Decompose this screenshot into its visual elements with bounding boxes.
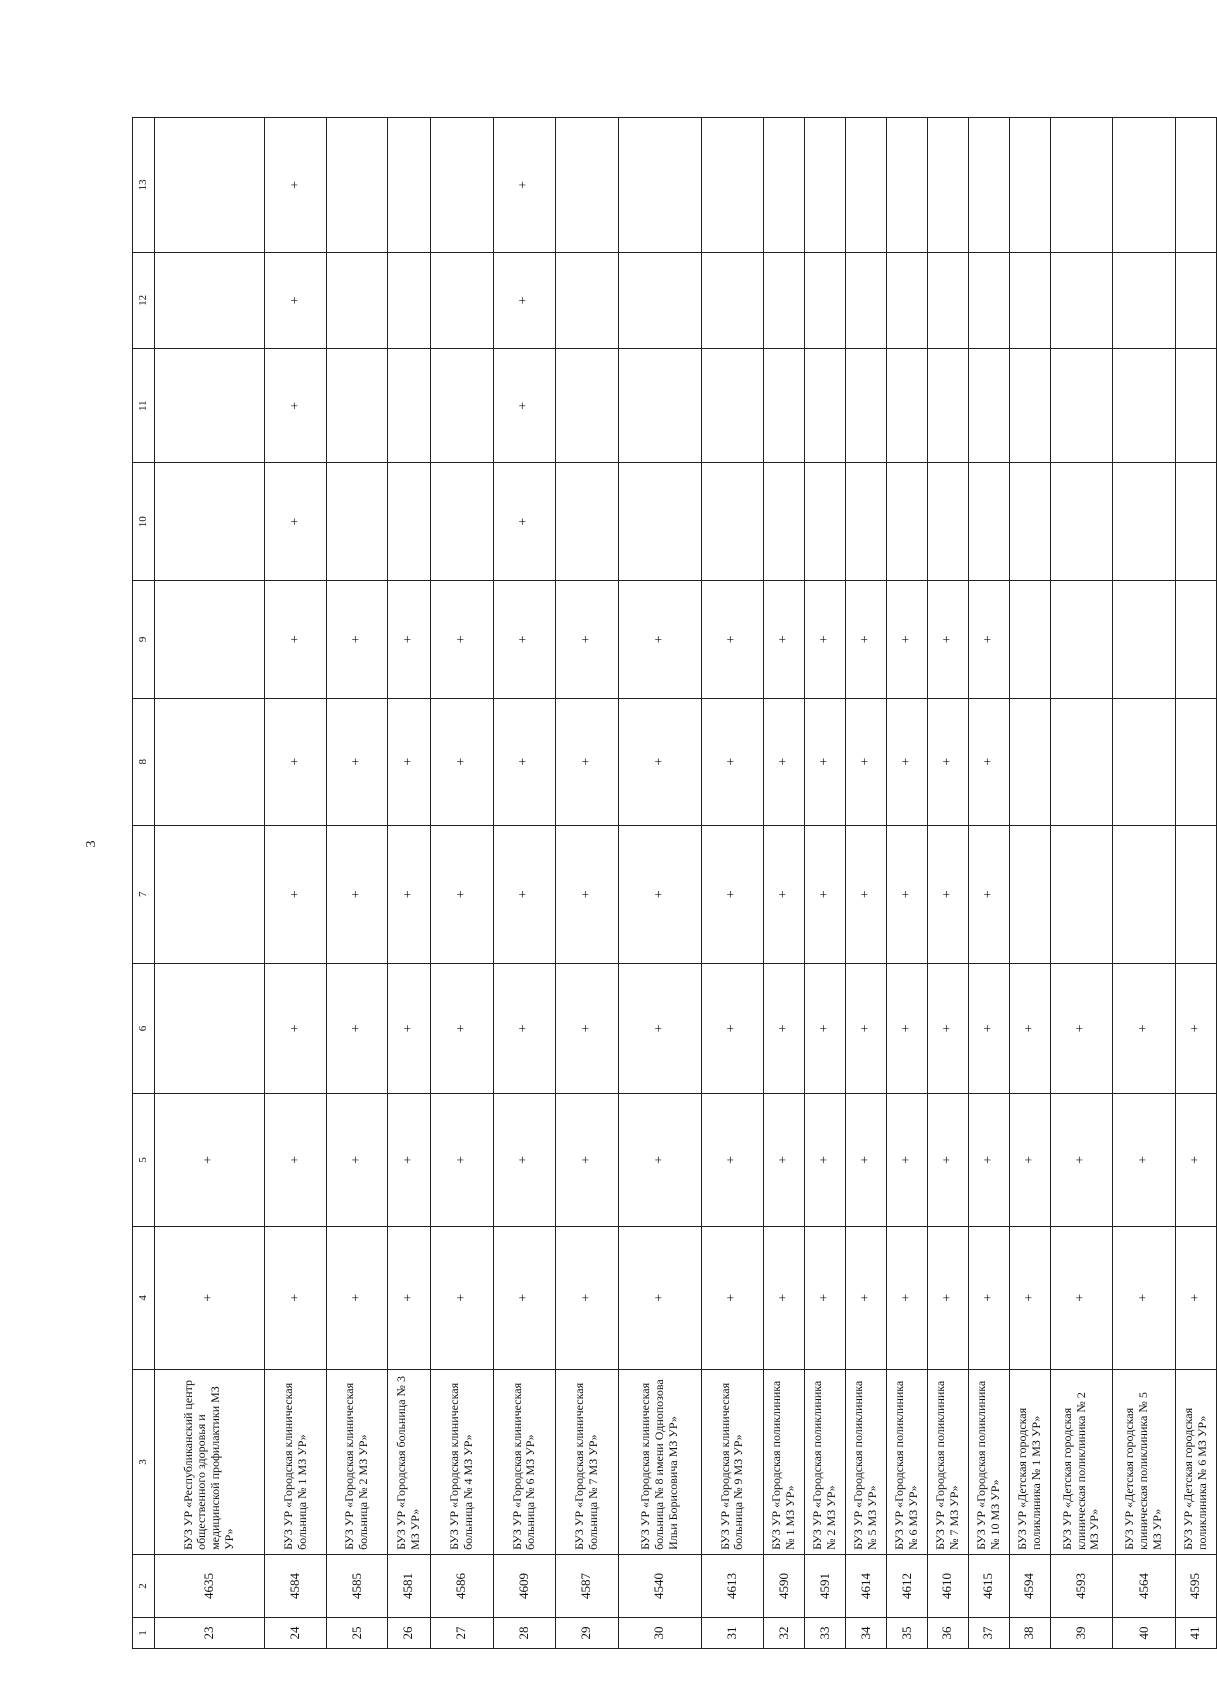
column-header: 5 [133,1094,155,1227]
mark-cell: + [154,1094,264,1227]
institution-code: 4581 [387,1554,430,1617]
mark-cell: + [846,1226,887,1369]
mark-cell [154,825,264,963]
mark-cell: + [927,825,968,963]
table-row [1113,118,1176,1649]
mark-cell: + [618,1226,701,1369]
mark-cell: + [430,963,493,1093]
institution-name: БУЗ УР «Детская городская клиническая поликлиника № 2 МЗ УР» [1050,1369,1113,1554]
mark-cell: + [387,1226,430,1369]
mark-cell: + [264,698,327,825]
mark-cell: + [264,118,327,253]
mark-cell [618,463,701,581]
mark-cell: + [493,581,556,699]
mark-cell [764,118,805,253]
mark-cell [1175,581,1216,699]
mark-cell [1050,825,1113,963]
mark-cell [327,118,387,253]
table-row [387,118,430,1649]
mark-cell [1050,463,1113,581]
mark-cell: + [264,1094,327,1227]
mark-cell: + [968,1226,1009,1369]
institution-code: 4585 [327,1554,387,1617]
mark-cell [846,463,887,581]
column-header: 12 [133,252,155,348]
mark-cell [887,349,928,463]
table-row [968,118,1009,1649]
mark-cell [927,463,968,581]
mark-cell [846,118,887,253]
mark-cell: + [387,825,430,963]
mark-cell: + [327,1094,387,1227]
institution-name: БУЗ УР «Городская поликлиника № 7 МЗ УР» [927,1369,968,1554]
mark-cell [887,252,928,348]
mark-cell: + [764,581,805,699]
mark-cell [846,349,887,463]
row-number: 24 [264,1618,327,1649]
column-header: 1 [133,1618,155,1649]
mark-cell: + [493,963,556,1093]
mark-cell: + [764,963,805,1093]
mark-cell: + [618,698,701,825]
row-number: 37 [968,1618,1009,1649]
table-header-row [133,118,155,1649]
mark-cell: + [701,581,764,699]
column-header: 10 [133,463,155,581]
table-body [133,118,1217,1649]
mark-cell: + [264,252,327,348]
mark-cell [1009,463,1050,581]
institution-code: 4587 [556,1554,619,1617]
table-row [493,118,556,1649]
mark-cell [618,252,701,348]
mark-cell: + [701,825,764,963]
mark-cell: + [154,1226,264,1369]
column-header: 2 [133,1554,155,1617]
institution-name: БУЗ УР «Городская клиническая больница № 8 имени Однопозова Ильи Борисовича МЗ УР» [618,1369,701,1554]
table-row [556,118,619,1649]
mark-cell: + [764,1226,805,1369]
table-row [618,118,701,1649]
institution-code: 4615 [968,1554,1009,1617]
table-row [327,118,387,1649]
mark-cell: + [387,581,430,699]
mark-cell [805,349,846,463]
mark-cell: + [430,1226,493,1369]
row-number: 26 [387,1618,430,1649]
table-row [701,118,764,1649]
mark-cell: + [493,118,556,253]
mark-cell [430,349,493,463]
mark-cell [1175,118,1216,253]
column-header: 13 [133,118,155,253]
mark-cell: + [430,581,493,699]
mark-cell: + [968,581,1009,699]
mark-cell [701,252,764,348]
mark-cell [1050,252,1113,348]
row-number: 31 [701,1618,764,1649]
mark-cell: + [387,963,430,1093]
mark-cell [154,463,264,581]
column-header: 8 [133,698,155,825]
mark-cell: + [887,825,928,963]
mark-cell [1113,349,1176,463]
mark-cell [618,118,701,253]
mark-cell [1050,698,1113,825]
mark-cell [927,252,968,348]
mark-cell [556,252,619,348]
institution-code: 4584 [264,1554,327,1617]
mark-cell: + [264,825,327,963]
mark-cell [1113,463,1176,581]
institution-code: 4595 [1175,1554,1216,1617]
mark-cell: + [1009,1094,1050,1227]
mark-cell [154,118,264,253]
mark-cell [764,252,805,348]
mark-cell [846,252,887,348]
mark-cell [1009,698,1050,825]
mark-cell: + [1175,1094,1216,1227]
mark-cell: + [887,1226,928,1369]
institution-name: БУЗ УР «Городская поликлиника № 2 МЗ УР» [805,1369,846,1554]
mark-cell: + [493,349,556,463]
mark-cell [1175,698,1216,825]
mark-cell [1009,252,1050,348]
mark-cell: + [327,581,387,699]
mark-cell: + [264,581,327,699]
table-row [1175,118,1216,1649]
table-row [1050,118,1113,1649]
mark-cell [430,252,493,348]
mark-cell: + [846,963,887,1093]
mark-cell: + [1113,1094,1176,1227]
institution-name: БУЗ УР «Городская клиническая больница № 9 МЗ УР» [701,1369,764,1554]
institution-name: БУЗ УР «Городская поликлиника № 1 МЗ УР» [764,1369,805,1554]
institution-code: 4610 [927,1554,968,1617]
mark-cell [430,118,493,253]
table-row [927,118,968,1649]
institution-name: БУЗ УР «Городская клиническая больница № 6 МЗ УР» [493,1369,556,1554]
row-number: 33 [805,1618,846,1649]
mark-cell: + [493,698,556,825]
mark-cell [1009,349,1050,463]
mark-cell: + [805,1094,846,1227]
mark-cell: + [805,698,846,825]
mark-cell: + [701,1226,764,1369]
mark-cell: + [927,581,968,699]
row-number: 34 [846,1618,887,1649]
mark-cell: + [493,1226,556,1369]
table-row [764,118,805,1649]
mark-cell: + [968,963,1009,1093]
mark-cell: + [701,698,764,825]
mark-cell: + [968,1094,1009,1227]
mark-cell: + [927,698,968,825]
mark-cell: + [968,698,1009,825]
mark-cell [1050,118,1113,253]
mark-cell [1009,118,1050,253]
institution-code: 4612 [887,1554,928,1617]
mark-cell [387,463,430,581]
mark-cell [764,463,805,581]
mark-cell [1009,825,1050,963]
mark-cell: + [327,963,387,1093]
institutions-table [132,117,1217,1649]
mark-cell [1175,825,1216,963]
mark-cell [387,118,430,253]
mark-cell [618,349,701,463]
institution-code: 4591 [805,1554,846,1617]
mark-cell [154,698,264,825]
mark-cell: + [493,825,556,963]
mark-cell [1113,118,1176,253]
mark-cell [887,463,928,581]
mark-cell: + [1009,963,1050,1093]
mark-cell: + [1113,1226,1176,1369]
row-number: 23 [154,1618,264,1649]
mark-cell: + [264,963,327,1093]
mark-cell: + [968,825,1009,963]
mark-cell: + [764,698,805,825]
table-row [805,118,846,1649]
mark-cell: + [264,349,327,463]
mark-cell [154,581,264,699]
table-row [1009,118,1050,1649]
mark-cell [887,118,928,253]
mark-cell: + [556,825,619,963]
mark-cell: + [327,1226,387,1369]
mark-cell [327,349,387,463]
mark-cell: + [493,463,556,581]
institution-name: БУЗ УР «Детская городская клиническая поликлиника № 5 МЗ УР» [1113,1369,1176,1554]
page-number: 3 [84,840,99,848]
mark-cell [556,349,619,463]
mark-cell [387,349,430,463]
mark-cell: + [846,1094,887,1227]
institution-code: 4609 [493,1554,556,1617]
mark-cell: + [556,1094,619,1227]
institution-name: БУЗ УР «Городская клиническая больница № 1 МЗ УР» [264,1369,327,1554]
mark-cell [1113,698,1176,825]
institution-code: 4614 [846,1554,887,1617]
mark-cell [1175,349,1216,463]
institution-code: 4540 [618,1554,701,1617]
mark-cell: + [805,825,846,963]
mark-cell [1050,349,1113,463]
mark-cell: + [556,1226,619,1369]
institution-code: 4594 [1009,1554,1050,1617]
mark-cell: + [1050,963,1113,1093]
mark-cell [927,118,968,253]
institution-name: БУЗ УР «Городская поликлиника № 10 МЗ УР» [968,1369,1009,1554]
mark-cell: + [430,1094,493,1227]
mark-cell: + [927,963,968,1093]
mark-cell: + [1050,1094,1113,1227]
column-header: 9 [133,581,155,699]
mark-cell: + [618,581,701,699]
mark-cell: + [927,1226,968,1369]
mark-cell: + [1050,1226,1113,1369]
institution-name: БУЗ УР «Городская поликлиника № 5 МЗ УР» [846,1369,887,1554]
mark-cell [1113,825,1176,963]
mark-cell: + [493,252,556,348]
mark-cell: + [1009,1226,1050,1369]
mark-cell: + [264,1226,327,1369]
mark-cell: + [556,963,619,1093]
mark-cell [1175,252,1216,348]
mark-cell: + [264,463,327,581]
institution-code: 4590 [764,1554,805,1617]
mark-cell: + [887,698,928,825]
row-number: 25 [327,1618,387,1649]
row-number: 39 [1050,1618,1113,1649]
mark-cell [701,463,764,581]
row-number: 40 [1113,1618,1176,1649]
column-header: 6 [133,963,155,1093]
institution-name: БУЗ УР «Детская городская поликлиника № 6 МЗ УР» [1175,1369,1216,1554]
mark-cell [701,349,764,463]
column-header: 3 [133,1369,155,1554]
mark-cell [1175,463,1216,581]
column-header: 7 [133,825,155,963]
mark-cell [1113,252,1176,348]
row-number: 32 [764,1618,805,1649]
institution-code: 4593 [1050,1554,1113,1617]
table-row [154,118,264,1649]
row-number: 38 [1009,1618,1050,1649]
row-number: 27 [430,1618,493,1649]
institution-code: 4635 [154,1554,264,1617]
mark-cell: + [618,825,701,963]
mark-cell [430,463,493,581]
mark-cell [154,349,264,463]
mark-cell: + [1175,963,1216,1093]
row-number: 41 [1175,1618,1216,1649]
mark-cell [1009,581,1050,699]
mark-cell: + [430,698,493,825]
mark-cell [387,252,430,348]
mark-cell: + [618,963,701,1093]
mark-cell: + [927,1094,968,1227]
mark-cell: + [1175,1226,1216,1369]
mark-cell: + [1113,963,1176,1093]
mark-cell: + [887,581,928,699]
institution-name: БУЗ УР «Городская клиническая больница № 4 МЗ УР» [430,1369,493,1554]
mark-cell: + [887,963,928,1093]
table-container [132,117,1217,1649]
mark-cell: + [846,581,887,699]
mark-cell: + [846,698,887,825]
mark-cell: + [430,825,493,963]
mark-cell: + [805,1226,846,1369]
mark-cell [1050,581,1113,699]
institution-name: БУЗ УР «Детская городская поликлиника № 1 МЗ УР» [1009,1369,1050,1554]
institution-code: 4613 [701,1554,764,1617]
institution-name: БУЗ УР «Городская клиническая больница № 7 МЗ УР» [556,1369,619,1554]
mark-cell [805,463,846,581]
mark-cell [154,963,264,1093]
mark-cell: + [764,825,805,963]
institution-name: БУЗ УР «Городская клиническая больница № 2 МЗ УР» [327,1369,387,1554]
row-number: 36 [927,1618,968,1649]
mark-cell [805,118,846,253]
mark-cell: + [764,1094,805,1227]
mark-cell: + [493,1094,556,1227]
mark-cell [764,349,805,463]
mark-cell [556,118,619,253]
mark-cell: + [327,825,387,963]
mark-cell [968,463,1009,581]
mark-cell: + [701,963,764,1093]
mark-cell: + [701,1094,764,1227]
mark-cell [968,252,1009,348]
row-number: 35 [887,1618,928,1649]
mark-cell: + [327,698,387,825]
row-number: 29 [556,1618,619,1649]
mark-cell: + [556,581,619,699]
mark-cell [701,118,764,253]
mark-cell [154,252,264,348]
table-row [264,118,327,1649]
mark-cell [327,463,387,581]
mark-cell [968,118,1009,253]
row-number: 30 [618,1618,701,1649]
mark-cell: + [846,825,887,963]
row-number: 28 [493,1618,556,1649]
column-header: 4 [133,1226,155,1369]
institution-name: БУЗ УР «Городская поликлиника № 6 МЗ УР» [887,1369,928,1554]
column-header: 11 [133,349,155,463]
mark-cell: + [805,963,846,1093]
mark-cell [327,252,387,348]
mark-cell [556,463,619,581]
mark-cell [968,349,1009,463]
mark-cell: + [805,581,846,699]
mark-cell [1113,581,1176,699]
mark-cell: + [387,698,430,825]
mark-cell: + [887,1094,928,1227]
mark-cell: + [618,1094,701,1227]
institution-name: БУЗ УР «Городская больница № 3 МЗ УР» [387,1369,430,1554]
mark-cell: + [387,1094,430,1227]
mark-cell [927,349,968,463]
table-row [430,118,493,1649]
mark-cell: + [556,698,619,825]
table-row [846,118,887,1649]
table-row [887,118,928,1649]
mark-cell [805,252,846,348]
institution-name: БУЗ УР «Республиканский центр общественного здоровья и медицинской профилактики МЗ УР» [154,1369,264,1554]
institution-code: 4564 [1113,1554,1176,1617]
institution-code: 4586 [430,1554,493,1617]
